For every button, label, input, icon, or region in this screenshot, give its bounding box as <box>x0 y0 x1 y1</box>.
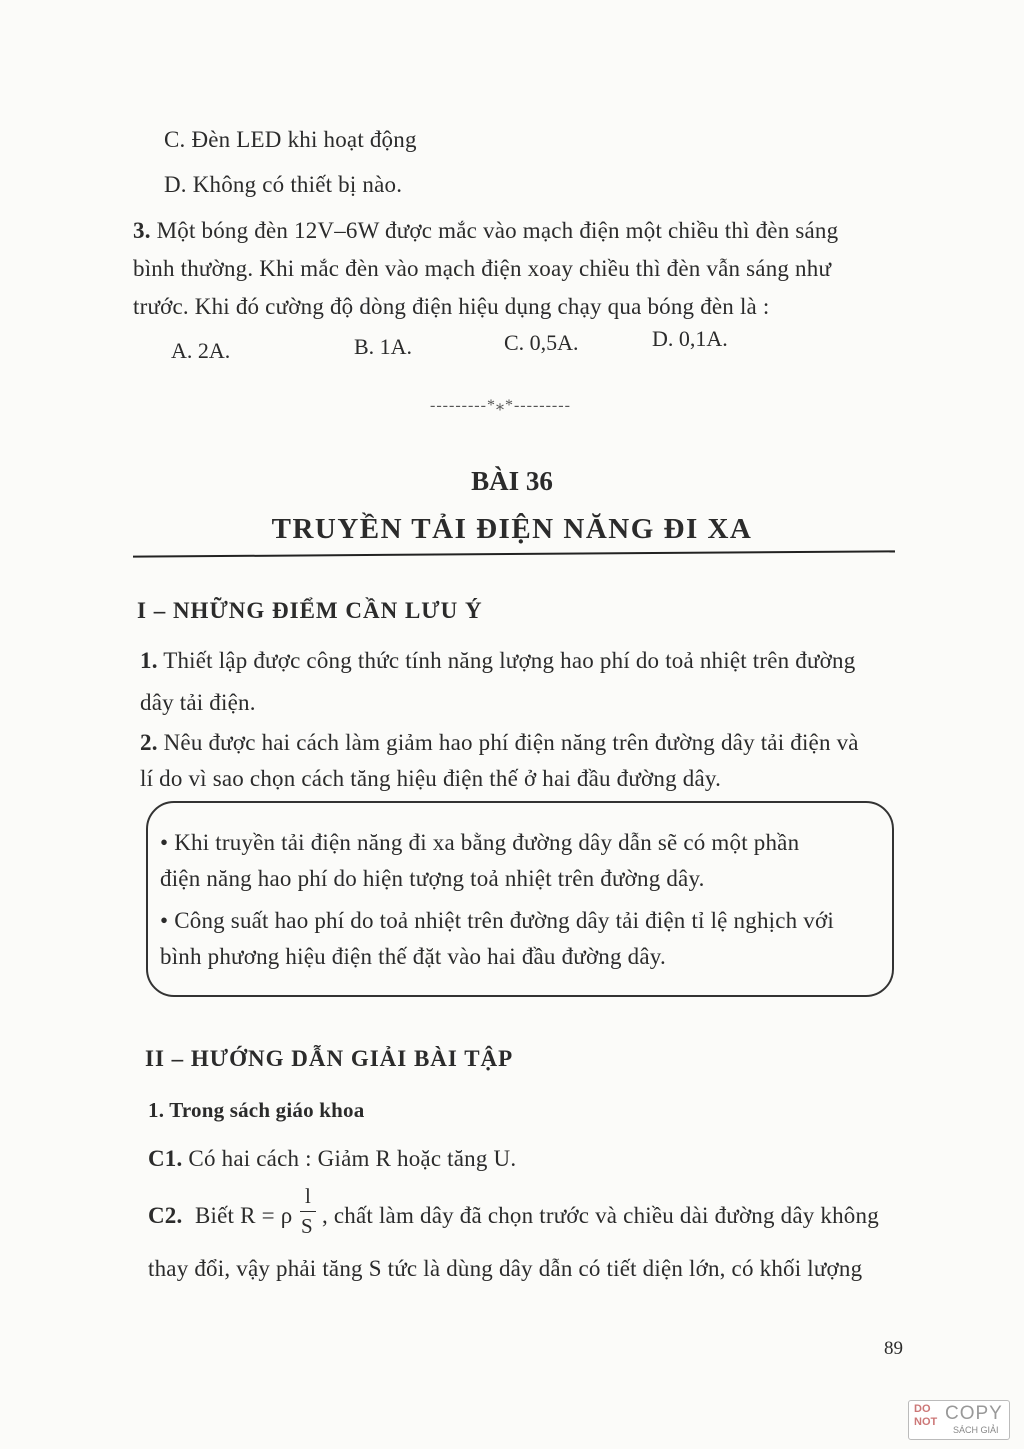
item-2-line-1 <box>140 730 859 756</box>
page-number: 89 <box>884 1338 903 1359</box>
watermark-not: NOT <box>914 1416 938 1428</box>
question-3-number: 3. <box>133 218 151 243</box>
item-1-line-2: dây tải điện. <box>140 690 256 715</box>
answer-b: B. 1A. <box>354 334 413 359</box>
watermark-do: DO <box>914 1403 931 1415</box>
c2-text-1: , chất làm dây đã chọn trước và chiều dài đường dây không <box>322 1203 879 1228</box>
section-2-heading: II – HƯỚNG DẪN GIẢI BÀI TẬP <box>145 1046 514 1071</box>
section-separator: ---------*⁎*--------- <box>430 397 571 414</box>
question-3-text-1: Một bóng đèn 12V–6W được mắc vào mạch điện một chiều thì đèn sáng <box>156 218 839 243</box>
note-bullet-2-line-1: • Công suất hao phí do toả nhiệt trên đường dây tải điện tỉ lệ nghịch với <box>160 908 834 933</box>
item-2-line-2: lí do vì sao chọn cách tăng hiệu điện thế ở hai đầu đường dây. <box>140 766 722 791</box>
note-bullet-1-line-2: điện năng hao phí do hiện tượng toả nhiệt trên đường dây. <box>160 866 705 891</box>
textbook-subheading: 1. Trong sách giáo khoa <box>148 1098 365 1122</box>
watermark-brand: SÁCH GIẢI <box>953 1425 999 1435</box>
item-1-number: 1. <box>140 648 158 673</box>
section-1-heading: I – NHỮNG ĐIỂM CẦN LƯU Ý <box>137 598 483 623</box>
lesson-number: BÀI 36 <box>471 466 553 496</box>
title-underline <box>133 550 895 557</box>
item-1-text-1: Thiết lập được công thức tính năng lượng hao phí do toả nhiệt trên đường <box>163 648 856 673</box>
c2-label: C2. <box>148 1203 183 1228</box>
question-3-line-3: trước. Khi đó cường độ dòng điện hiệu dụng chạy qua bóng đèn là : <box>133 294 770 319</box>
option-c-line: C. Đèn LED khi hoạt động <box>164 127 417 152</box>
c1-label: C1. <box>148 1146 183 1171</box>
note-bullet-2-line-2: bình phương hiệu điện thế đặt vào hai đầu đường dây. <box>160 944 666 969</box>
c2-text-2: thay đổi, vậy phải tăng S tức là dùng dây dẫn có tiết diện lớn, có khối lượng <box>148 1256 863 1281</box>
item-1-line-1 <box>140 648 855 674</box>
answer-d: D. 0,1A. <box>652 326 728 351</box>
answer-a: A. 2A. <box>171 338 231 363</box>
do-not-copy-watermark <box>908 1400 1010 1440</box>
option-d-line: D. Không có thiết bị nào. <box>164 172 403 197</box>
c2-fraction-numerator: l <box>305 1184 311 1208</box>
c2-fraction-denominator: S <box>301 1214 313 1238</box>
answer-c: C. 0,5A. <box>504 330 579 355</box>
item-2-number: 2. <box>140 730 158 755</box>
c2-formula-prefix: Biết R = ρ <box>195 1203 293 1228</box>
question-3-line-1 <box>133 218 838 244</box>
watermark-copy: COPY <box>945 1403 1003 1424</box>
c1-text: Có hai cách : Giảm R hoặc tăng U. <box>188 1146 517 1171</box>
c1-answer <box>148 1146 516 1172</box>
note-bullet-1-line-1: • Khi truyền tải điện năng đi xa bằng đường dây dẫn sẽ có một phần <box>160 830 800 855</box>
question-3-line-2: bình thường. Khi mắc đèn vào mạch điện xoay chiều thì đèn vẫn sáng như <box>133 256 832 281</box>
c2-fraction-bar <box>300 1211 316 1212</box>
item-2-text-1: Nêu được hai cách làm giảm hao phí điện năng trên đường dây tải điện và <box>163 730 859 755</box>
lesson-title: TRUYỀN TẢI ĐIỆN NĂNG ĐI XA <box>271 513 753 545</box>
